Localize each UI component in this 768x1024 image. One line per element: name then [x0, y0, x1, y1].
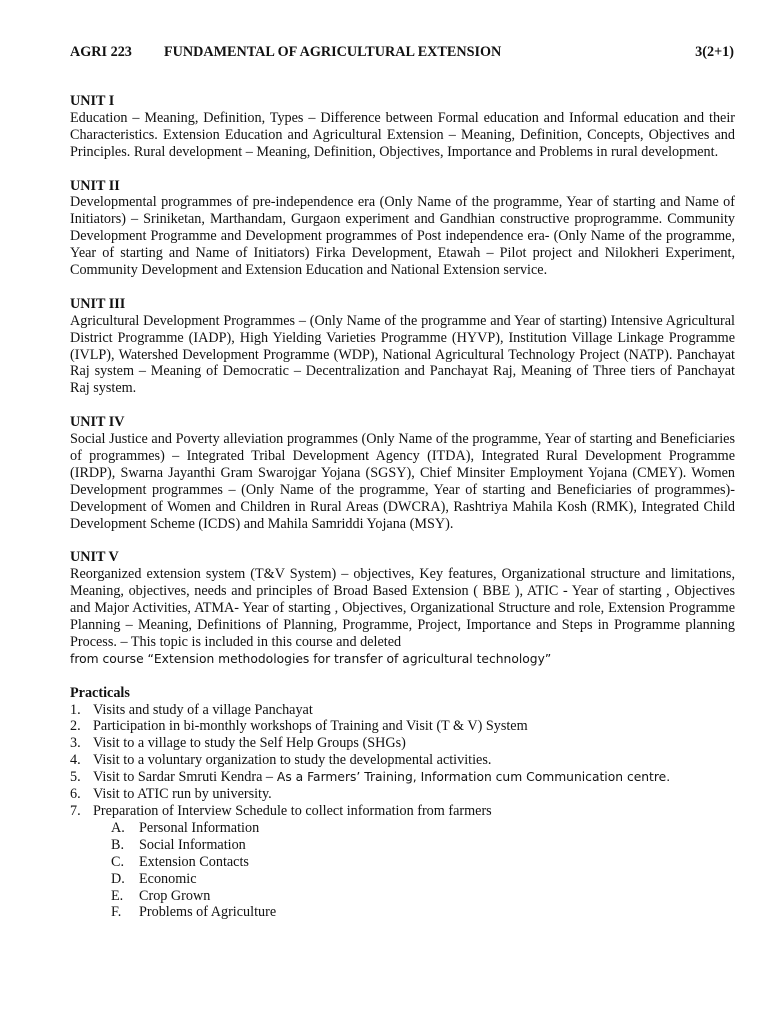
- list-text: Participation in bi-monthly workshops of Training and Visit (T & V) System: [93, 718, 528, 735]
- list-number: 2.: [70, 718, 81, 735]
- list-item: [70, 769, 735, 786]
- list-item: [70, 735, 735, 752]
- sub-list-text: Economic: [139, 870, 197, 887]
- practicals-section: [70, 685, 735, 922]
- unit-text: Developmental programmes of pre-independence era (Only Name of the programme, Year of starting and Name of Initiators) – Sriniketan, Marthandam, Gurgaon experiment and Gandhian constructive proprogramme. Community Development Programme and Development programmes of Post independence era- (Only Name of the programme, Year of starting and Name of Initiators) Firka Development, Etawah – Pilot project and Nilokheri Experiment, Community Development and Extension Education and National Extension service.: [70, 194, 735, 279]
- list-text: Visit to Sardar Smruti Kendra –: [93, 769, 274, 786]
- sub-list-letter: E.: [111, 887, 124, 904]
- course-code: AGRI 223: [70, 44, 132, 60]
- list-text-tail: As a Farmers’ Training, Information cum Communication centre.: [273, 770, 671, 785]
- unit-text-tail: from course “Extension methodologies for transfer of agricultural technology”: [70, 651, 552, 666]
- list-text: Preparation of Interview Schedule to collect information from farmers: [93, 802, 492, 819]
- sub-list-text: Crop Grown: [139, 887, 211, 904]
- list-item: [70, 718, 735, 735]
- practicals-title: Practicals: [70, 684, 130, 701]
- list-number: 4.: [70, 752, 81, 769]
- unit-title: UNIT V: [70, 549, 119, 566]
- unit-1: [70, 93, 735, 161]
- unit-text-main: Reorganized extension system (T&V System) – objectives, Key features, Organizational structure and limitations, Meaning, objectives, needs and principles of Broad Based Extension ( BBE ), ATIC - Year of starting , Objectives and Major Activities, ATMA- Year of starting , Objectives, Organizational Structure and role, Extension Programme Planning – Meaning, Definitions of Planning, Programme, Project, Importance and Steps in Programme planning Process. – This topic is included in this course and deleted: [70, 566, 735, 650]
- sub-list-text: Personal Information: [139, 819, 260, 836]
- sub-list-letter: D.: [111, 870, 125, 887]
- unit-text: Social Justice and Poverty alleviation programmes (Only Name of the programme, Year of starting and Beneficiaries of programmes) – Integrated Tribal Development Agency (ITDA), Integrated Rural Development Programme (IRDP), Swarna Jayanthi Gram Swarojgar Yojana (SGSY), Chief Minsiter Employment Yojana (CMEY). Women Development programmes – (Only Name of the programme, Year of starting and Beneficiaries of programmes)- Development of Women and Children in Rural Areas (DWCRA), Rashtriya Mahila Kosh (RMK), Integrated Child Development Scheme (ICDS) and Mahila Samriddi Yojana (MSY).: [70, 431, 735, 532]
- sub-list-letter: A.: [111, 819, 125, 836]
- list-number: 7.: [70, 802, 81, 819]
- unit-title: UNIT IV: [70, 414, 125, 431]
- sub-list-letter: F.: [111, 904, 122, 921]
- sub-list-item: [93, 820, 735, 837]
- unit-title: UNIT III: [70, 295, 126, 312]
- sub-list-item: [93, 888, 735, 905]
- list-number: 6.: [70, 786, 81, 803]
- unit-2: [70, 178, 735, 279]
- sub-list-item: [93, 871, 735, 888]
- list-item: [70, 803, 735, 921]
- unit-5: [70, 549, 735, 667]
- unit-text: [70, 566, 735, 667]
- list-number: 5.: [70, 769, 81, 786]
- sub-list-item: [93, 904, 735, 921]
- course-credits: 3(2+1): [695, 44, 734, 60]
- unit-title: UNIT I: [70, 93, 115, 109]
- practicals-list: [70, 702, 735, 922]
- unit-text: Agricultural Development Programmes – (Only Name of the programme and Year of starting) Intensive Agricultural District Programme (IADP), High Yielding Varieties Programme (HYVP), Institution Village Linkage Programme (IVLP), Watershed Development Programme (WDP), National Agricultural Technology Project (NATP). Panchayat Raj system – Meaning of Democratic – Decentralization and Panchayat Raj, Meaning of Three tiers of Panchayat Raj system.: [70, 312, 735, 397]
- list-text: Visit to ATIC run by university.: [93, 786, 272, 803]
- sub-list-item: [93, 837, 735, 854]
- list-item: [70, 752, 735, 769]
- list-text: Visit to a voluntary organization to study the developmental activities.: [93, 752, 492, 769]
- sub-list-text: Problems of Agriculture: [139, 904, 277, 921]
- sub-list-item: [93, 854, 735, 871]
- sub-list-text: Extension Contacts: [139, 853, 249, 870]
- sub-list-letter: B.: [111, 836, 125, 853]
- list-item: [70, 702, 735, 719]
- course-title: FUNDAMENTAL OF AGRICULTURAL EXTENSION: [164, 44, 502, 60]
- syllabus-body: [70, 93, 735, 921]
- list-number: 3.: [70, 735, 81, 752]
- unit-title: UNIT II: [70, 177, 120, 194]
- list-text: Visits and study of a village Panchayat: [93, 701, 313, 718]
- unit-3: [70, 296, 735, 397]
- list-item: [70, 786, 735, 803]
- sub-list-letter: C.: [111, 853, 125, 870]
- interview-schedule-sublist: [93, 820, 735, 921]
- list-number: 1.: [70, 701, 81, 718]
- unit-4: [70, 414, 735, 532]
- list-text: Visit to a village to study the Self Help Groups (SHGs): [93, 735, 406, 752]
- unit-text: Education – Meaning, Definition, Types – Difference between Formal education and Informal education and their Characteristics. Extension Education and Agricultural Extension – Meaning, Definition, Concepts, Objectives and Principles. Rural development – Meaning, Definition, Objectives, Importance and Problems in rural development.: [70, 109, 735, 160]
- sub-list-text: Social Information: [139, 836, 246, 853]
